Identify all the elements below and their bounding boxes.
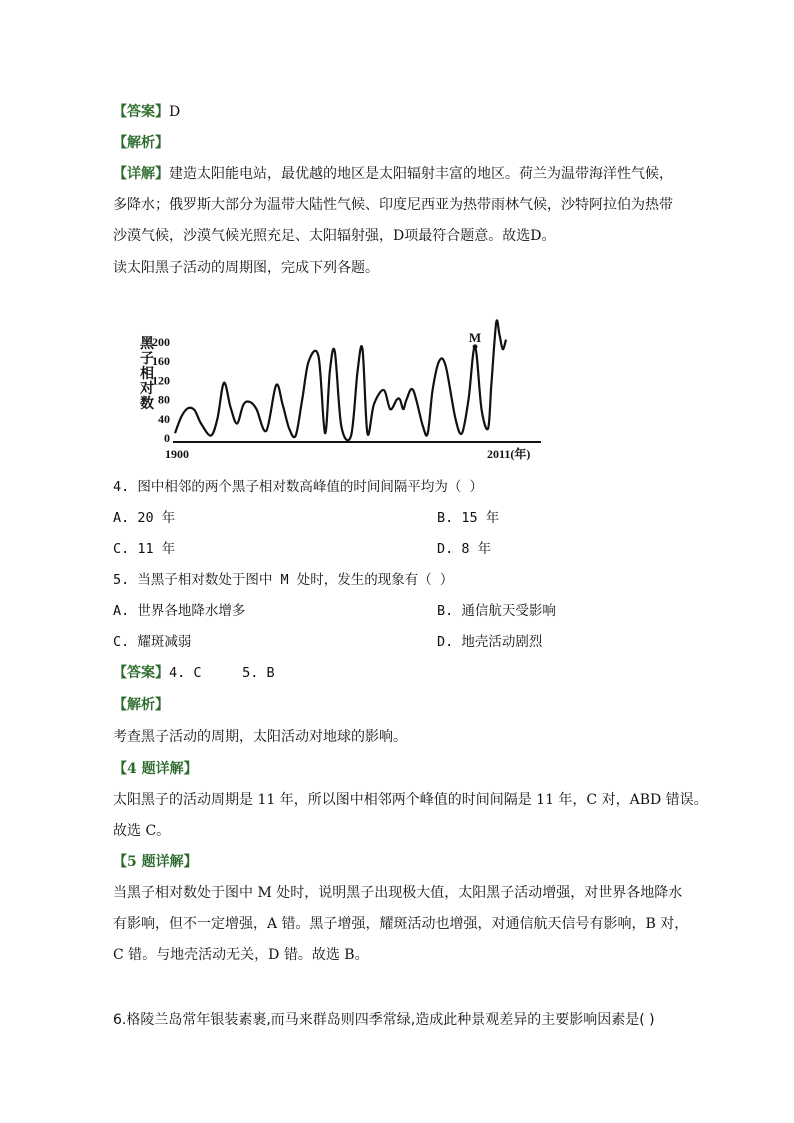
sunspot-chart	[135, 294, 555, 466]
x-end-label: 2011(年)	[487, 447, 531, 461]
m-point	[473, 344, 478, 349]
q5-detail-tag: 【5 题详解】	[113, 854, 198, 870]
q4-option-d[interactable]: D. 8 年	[437, 541, 492, 557]
answer-line	[113, 102, 180, 122]
q5-option-c[interactable]: C. 耀斑减弱	[113, 634, 192, 650]
y-tick-label: 120	[152, 373, 170, 388]
q4-option-c[interactable]: C. 11 年	[113, 541, 176, 557]
y-tick-label: 0	[164, 431, 170, 445]
answer-value: D	[169, 104, 181, 120]
detail-text-1: 建造太阳能电站，最优越的地区是太阳辐射丰富的地区。荷兰为温带海洋性气候，	[169, 166, 673, 182]
q5-stem: 5. 当黑子相对数处于图中 M 处时，发生的现象有（ ）	[113, 572, 454, 588]
detail-line-1	[113, 164, 673, 184]
q5-detail-line-1: 当黑子相对数处于图中 M 处时，说明黑子出现极大值，太阳黑子活动增强，对世界各地降水	[113, 885, 683, 901]
analysis-tag-2: 【解析】	[113, 697, 169, 713]
detail-line-3: 沙漠气候，沙漠气候光照充足、太阳辐射强，D项最符合题意。故选D。	[113, 228, 556, 244]
analysis-line-2	[113, 695, 169, 715]
q4-detail-line-1: 太阳黑子的活动周期是 11 年，所以图中相邻两个峰值的时间间隔是 11 年，C 对，ABD 错误。	[113, 792, 708, 808]
y-axis-label: 黑子相对数	[140, 337, 154, 412]
q5-option-d[interactable]: D. 地壳活动剧烈	[437, 634, 543, 650]
q4-option-a[interactable]: A. 20 年	[113, 510, 176, 526]
q5-detail-line-3: C 错。与地壳活动无关，D 错。故选 B。	[113, 947, 369, 963]
q5-option-a[interactable]: A. 世界各地降水增多	[113, 603, 246, 619]
answer-value-2: 4. C 5. B	[169, 665, 275, 681]
y-tick-label: 40	[158, 411, 170, 426]
q5-option-b[interactable]: B. 通信航天受影响	[437, 603, 556, 619]
q4-detail-line-2: 故选 C。	[113, 823, 171, 839]
q6-stem: 6.格陵兰岛常年银装素裹,而马来群岛则四季常绿,造成此种景观差异的主要影响因素是( )	[113, 1012, 655, 1028]
chart-intro: 读太阳黑子活动的周期图，完成下列各题。	[113, 260, 379, 276]
q4-detail-tag-line	[113, 759, 198, 779]
q4-option-b[interactable]: B. 15 年	[437, 510, 500, 526]
m-annotation: M	[468, 329, 482, 345]
q4-detail-tag: 【4 题详解】	[113, 761, 198, 777]
y-tick-label: 200	[152, 335, 170, 349]
answer-line-2	[113, 663, 275, 683]
q5-detail-tag-line	[113, 852, 198, 872]
x-start-label: 1900	[165, 447, 189, 461]
answer-tag: 【答案】	[113, 104, 169, 120]
analysis-tag: 【解析】	[113, 135, 169, 151]
detail-tag: 【详解】	[113, 166, 169, 182]
q5-detail-line-2: 有影响，但不一定增强，A 错。黑子增强，耀斑活动也增强，对通信航天信号有影响，B 对，	[113, 916, 689, 932]
analysis-line	[113, 133, 169, 153]
analysis-text: 考查黑子活动的周期，太阳活动对地球的影响。	[113, 729, 407, 745]
answer-tag-2: 【答案】	[113, 665, 169, 681]
y-tick-label: 160	[152, 354, 170, 369]
y-ticks	[152, 335, 170, 445]
detail-line-2: 多降水；俄罗斯大部分为温带大陆性气候、印度尼西亚为热带雨林气候，沙特阿拉伯为热带	[113, 197, 673, 213]
sunspot-series-line	[175, 320, 506, 440]
y-tick-label: 80	[158, 392, 170, 407]
q4-stem: 4. 图中相邻的两个黑子相对数高峰值的时间间隔平均为（ ）	[113, 479, 484, 495]
